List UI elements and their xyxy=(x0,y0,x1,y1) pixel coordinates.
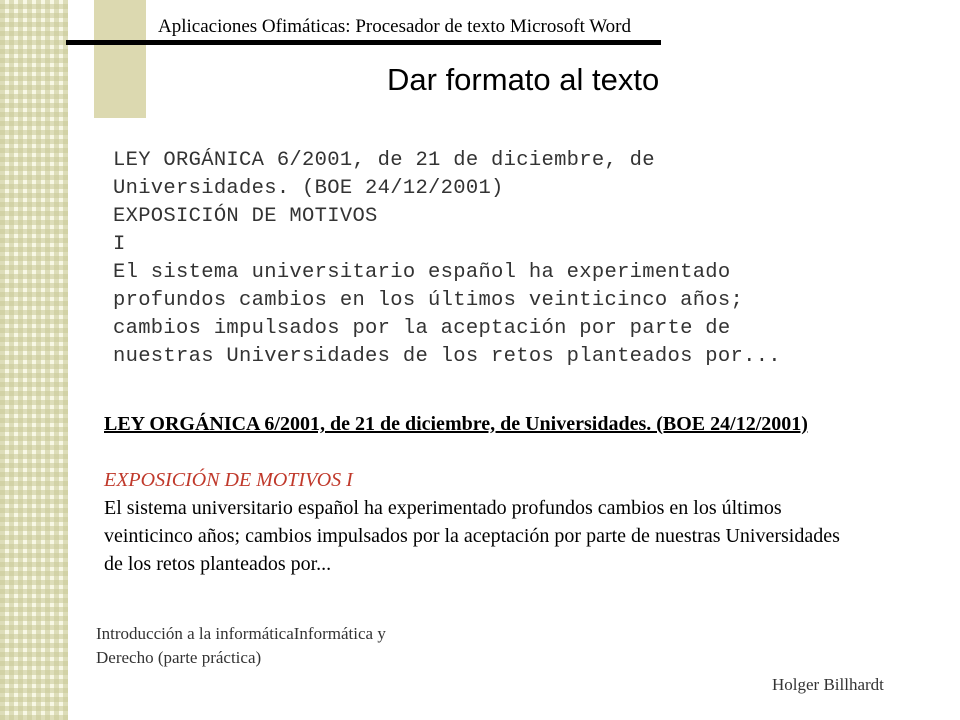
decorative-header-block xyxy=(94,0,146,118)
plain-text-line: Universidades. (BOE 24/12/2001) xyxy=(113,177,504,200)
footer-course: Introducción a la informáticaInformática y Derecho (parte práctica) xyxy=(96,624,386,667)
plain-text-line: I xyxy=(113,233,126,256)
decorative-side-stripe xyxy=(0,0,68,720)
course-header-title: Aplicaciones Ofimáticas: Procesador de texto Microsoft Word xyxy=(158,16,631,37)
plain-text-line: El sistema universitario español ha experimentado xyxy=(113,261,731,284)
plain-text-example xyxy=(113,147,903,371)
plain-text-line: EXPOSICIÓN DE MOTIVOS xyxy=(113,205,378,228)
section-heading: EXPOSICIÓN DE MOTIVOS I xyxy=(104,469,353,491)
law-title: LEY ORGÁNICA 6/2001, de 21 de diciembre, de Universidades. (BOE 24/12/2001) xyxy=(104,413,808,435)
plain-text-line: profundos cambios en los últimos veinticinco años; xyxy=(113,289,744,312)
formatted-text-example xyxy=(104,410,844,578)
header-divider xyxy=(66,40,661,45)
body-paragraph: El sistema universitario español ha experimentado profundos cambios en los últimos veinticinco años; cambios impulsados por la aceptación por parte de nuestras Universidades de los retos planteados por... xyxy=(104,497,840,575)
plain-text-line: LEY ORGÁNICA 6/2001, de 21 de diciembre, de xyxy=(113,149,655,172)
footer-author: Holger Billhardt xyxy=(772,675,884,694)
slide-title: Dar formato al texto xyxy=(387,62,660,97)
plain-text-line: cambios impulsados por la aceptación por parte de xyxy=(113,317,731,340)
plain-text-line: nuestras Universidades de los retos planteados por... xyxy=(113,345,781,368)
